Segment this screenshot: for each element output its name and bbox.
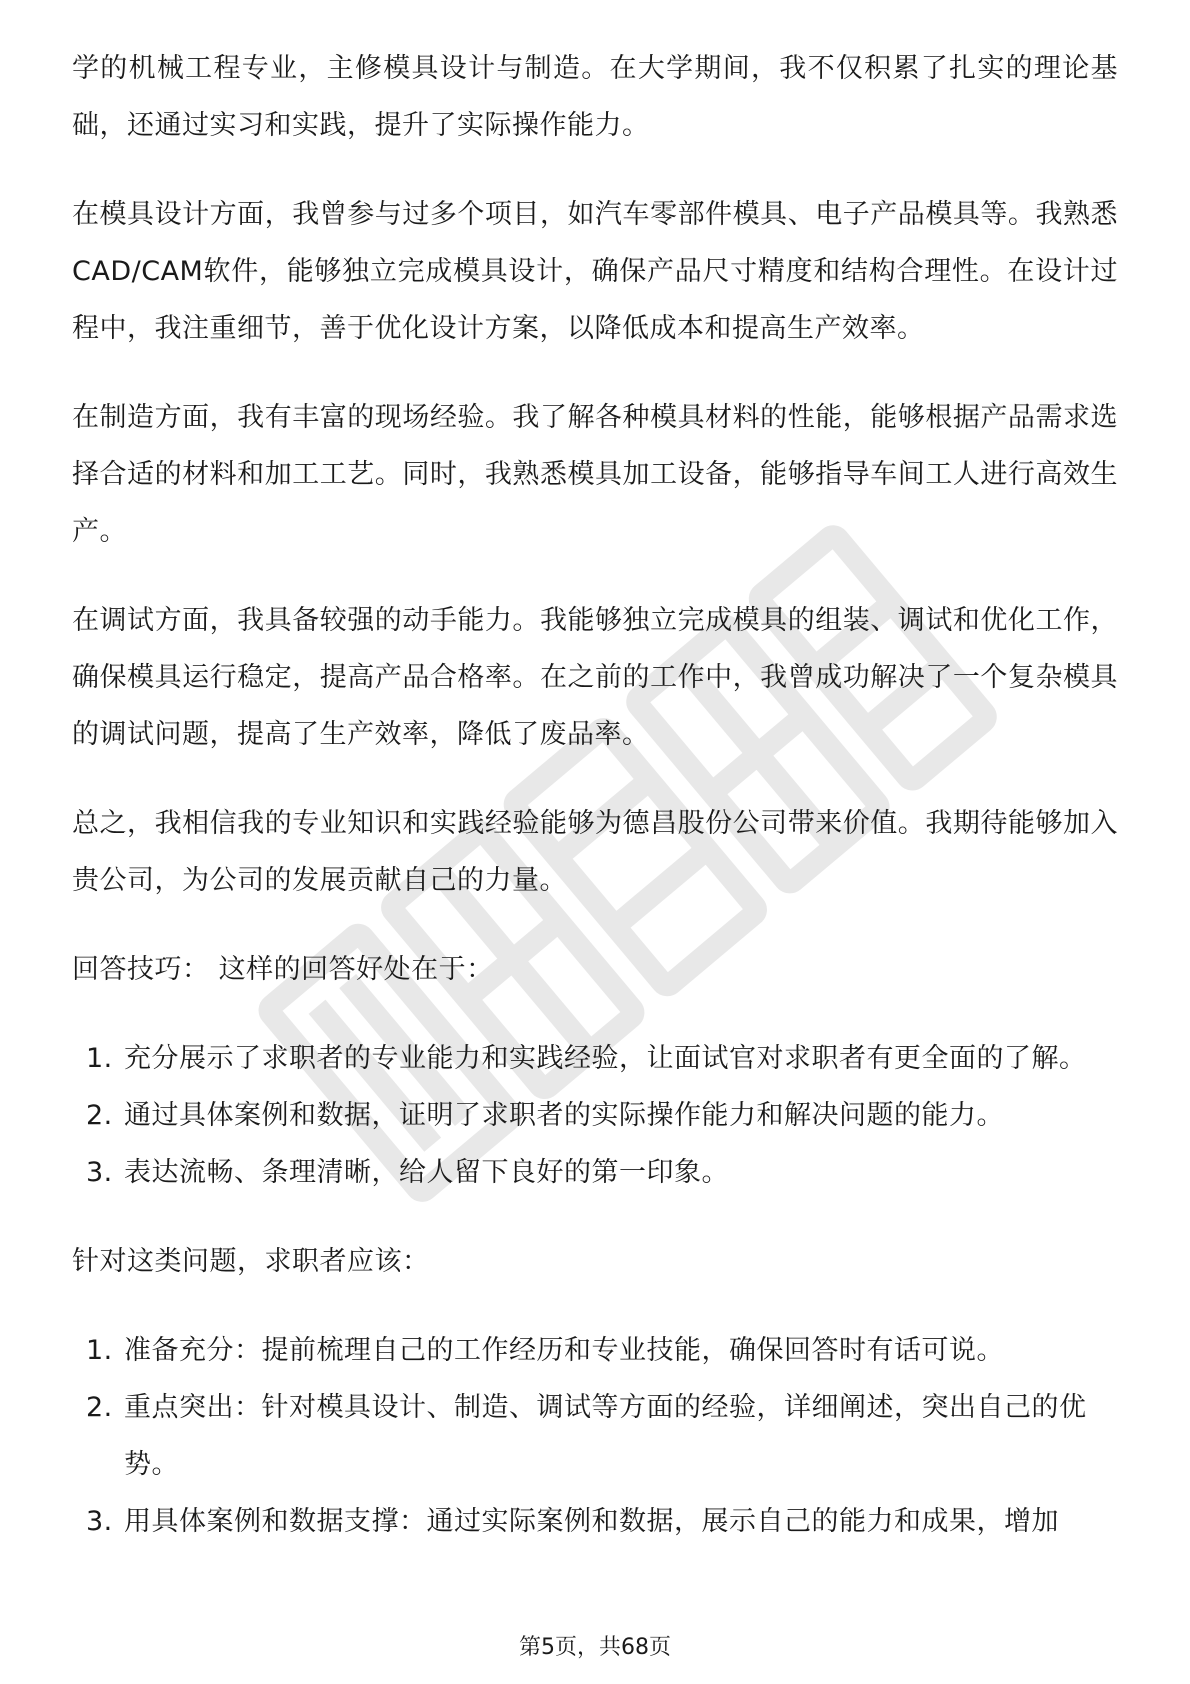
- list-number: 1.: [86, 1335, 113, 1366]
- paragraph-debugging: 在调试方面，我具备较强的动手能力。我能够独立完成模具的组装、调试和优化工作，确保模具运行稳定，提高产品合格率。在之前的工作中，我曾成功解决了一个复杂模具的调试问题，提高了生产效率，降低了废品率。: [72, 605, 1118, 750]
- list-number: 2.: [86, 1100, 113, 1131]
- list-item: [72, 1493, 1118, 1550]
- list-item: [72, 1322, 1118, 1379]
- paragraph-manufacturing: 在制造方面，我有丰富的现场经验。我了解各种模具材料的性能，能够根据产品需求选择合适的材料和加工工艺。同时，我熟悉模具加工设备，能够指导车间工人进行高效生产。: [72, 402, 1118, 547]
- paragraph-design: 在模具设计方面，我曾参与过多个项目，如汽车零部件模具、电子产品模具等。我熟悉CAD/CAM软件，能够独立完成模具设计，确保产品尺寸精度和结构合理性。在设计过程中，我注重细节，善于优化设计方案，以降低成本和提高生产效率。: [72, 199, 1118, 344]
- list-item-text: 准备充分：提前梳理自己的工作经历和专业技能，确保回答时有话可说。: [124, 1335, 1004, 1366]
- paragraph-education: 学的机械工程专业，主修模具设计与制造。在大学期间，我不仅积累了扎实的理论基础，还通过实习和实践，提升了实际操作能力。: [72, 53, 1118, 141]
- list-item: [72, 1030, 1118, 1087]
- page-indicator: 第5页，共68页: [519, 1635, 671, 1660]
- tips-list: [72, 1030, 1118, 1201]
- list-item: [72, 1144, 1118, 1201]
- advice-heading: 针对这类问题，求职者应该：: [72, 1246, 430, 1277]
- list-item-text: 表达流畅、条理清晰，给人留下良好的第一印象。: [124, 1157, 729, 1188]
- list-item: [72, 1379, 1118, 1493]
- paragraph-conclusion: 总之，我相信我的专业知识和实践经验能够为德昌股份公司带来价值。我期待能够加入贵公司，为公司的发展贡献自己的力量。: [72, 808, 1118, 896]
- list-number: 2.: [86, 1392, 113, 1423]
- list-item-text: 充分展示了求职者的专业能力和实践经验，让面试官对求职者有更全面的了解。: [124, 1043, 1087, 1074]
- list-item: [72, 1087, 1118, 1144]
- list-item-text: 重点突出：针对模具设计、制造、调试等方面的经验，详细阐述，突出自己的优势。: [124, 1392, 1087, 1480]
- list-number: 3.: [86, 1506, 113, 1537]
- tips-heading: 回答技巧： 这样的回答好处在于：: [72, 954, 494, 985]
- list-item-text: 通过具体案例和数据，证明了求职者的实际操作能力和解决问题的能力。: [124, 1100, 1004, 1131]
- list-item-text: 用具体案例和数据支撑：通过实际案例和数据，展示自己的能力和成果，增加: [124, 1506, 1059, 1537]
- document-body: [72, 40, 1118, 1582]
- list-number: 1.: [86, 1043, 113, 1074]
- list-number: 3.: [86, 1157, 113, 1188]
- advice-list: [72, 1322, 1118, 1550]
